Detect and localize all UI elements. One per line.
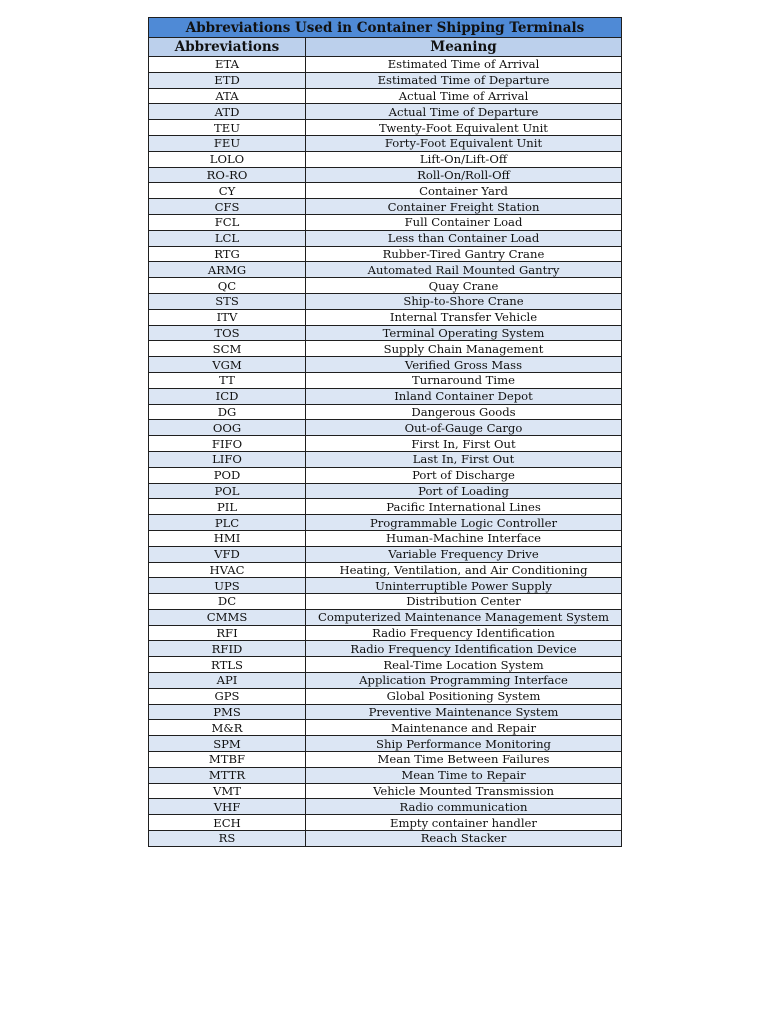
table-row (149, 88, 622, 104)
abbreviation-cell: RFI (149, 625, 306, 641)
table-row (149, 57, 622, 73)
table-title: Abbreviations Used in Container Shipping Terminals (149, 18, 622, 38)
abbreviation-cell: VMT (149, 783, 306, 799)
meaning-cell: Estimated Time of Departure (306, 72, 622, 88)
abbreviation-cell: PLC (149, 515, 306, 531)
abbreviation-cell: STS (149, 293, 306, 309)
abbreviation-cell: HMI (149, 530, 306, 546)
table-row (149, 831, 622, 847)
meaning-cell: Turnaround Time (306, 372, 622, 388)
abbreviations-table-container (148, 17, 621, 847)
abbreviation-cell: CFS (149, 199, 306, 215)
abbreviation-cell: ATA (149, 88, 306, 104)
table-row (149, 372, 622, 388)
table-row (149, 657, 622, 673)
meaning-cell: Maintenance and Repair (306, 720, 622, 736)
abbreviation-cell: RTLS (149, 657, 306, 673)
meaning-cell: Roll-On/Roll-Off (306, 167, 622, 183)
meaning-cell: Variable Frequency Drive (306, 546, 622, 562)
table-row (149, 720, 622, 736)
table-row (149, 578, 622, 594)
meaning-cell: Automated Rail Mounted Gantry (306, 262, 622, 278)
table-row (149, 357, 622, 373)
table-row (149, 388, 622, 404)
meaning-cell: First In, First Out (306, 436, 622, 452)
meaning-cell: Vehicle Mounted Transmission (306, 783, 622, 799)
meaning-cell: Actual Time of Departure (306, 104, 622, 120)
table-row (149, 752, 622, 768)
column-header-meaning: Meaning (306, 38, 622, 57)
abbreviation-cell: API (149, 673, 306, 689)
table-title-row (149, 18, 622, 38)
meaning-cell: Computerized Maintenance Management System (306, 609, 622, 625)
table-row (149, 104, 622, 120)
table-row (149, 704, 622, 720)
abbreviation-cell: CY (149, 183, 306, 199)
table-row (149, 262, 622, 278)
table-row (149, 72, 622, 88)
abbreviation-cell: ICD (149, 388, 306, 404)
meaning-cell: Last In, First Out (306, 451, 622, 467)
table-row (149, 546, 622, 562)
abbreviation-cell: FEU (149, 135, 306, 151)
table-row (149, 562, 622, 578)
table-row (149, 120, 622, 136)
abbreviation-cell: TT (149, 372, 306, 388)
abbreviation-cell: RO-RO (149, 167, 306, 183)
abbreviation-cell: VFD (149, 546, 306, 562)
table-row (149, 151, 622, 167)
meaning-cell: Lift-On/Lift-Off (306, 151, 622, 167)
meaning-cell: Application Programming Interface (306, 673, 622, 689)
abbreviation-cell: TOS (149, 325, 306, 341)
abbreviation-cell: RFID (149, 641, 306, 657)
table-row (149, 673, 622, 689)
meaning-cell: Global Positioning System (306, 688, 622, 704)
table-row (149, 594, 622, 610)
meaning-cell: Programmable Logic Controller (306, 515, 622, 531)
abbreviation-cell: M&R (149, 720, 306, 736)
table-row (149, 736, 622, 752)
meaning-cell: Out-of-Gauge Cargo (306, 420, 622, 436)
meaning-cell: Twenty-Foot Equivalent Unit (306, 120, 622, 136)
meaning-cell: Container Freight Station (306, 199, 622, 215)
meaning-cell: Reach Stacker (306, 831, 622, 847)
table-row (149, 767, 622, 783)
table-row (149, 325, 622, 341)
table-row (149, 293, 622, 309)
table-row (149, 167, 622, 183)
table-row (149, 515, 622, 531)
meaning-cell: Actual Time of Arrival (306, 88, 622, 104)
meaning-cell: Dangerous Goods (306, 404, 622, 420)
meaning-cell: Empty container handler (306, 815, 622, 831)
table-row (149, 641, 622, 657)
abbreviation-cell: MTBF (149, 752, 306, 768)
table-row (149, 278, 622, 294)
abbreviation-cell: FIFO (149, 436, 306, 452)
meaning-cell: Distribution Center (306, 594, 622, 610)
abbreviation-cell: ETD (149, 72, 306, 88)
table-row (149, 625, 622, 641)
abbreviations-table (148, 17, 622, 847)
table-row (149, 467, 622, 483)
table-row (149, 341, 622, 357)
meaning-cell: Radio Frequency Identification (306, 625, 622, 641)
abbreviation-cell: POL (149, 483, 306, 499)
table-row (149, 309, 622, 325)
abbreviation-cell: LCL (149, 230, 306, 246)
table-row (149, 815, 622, 831)
table-body (149, 57, 622, 847)
abbreviation-cell: DC (149, 594, 306, 610)
abbreviation-cell: CMMS (149, 609, 306, 625)
abbreviation-cell: FCL (149, 214, 306, 230)
meaning-cell: Estimated Time of Arrival (306, 57, 622, 73)
abbreviation-cell: ATD (149, 104, 306, 120)
abbreviation-cell: SCM (149, 341, 306, 357)
meaning-cell: Container Yard (306, 183, 622, 199)
abbreviation-cell: PIL (149, 499, 306, 515)
meaning-cell: Port of Loading (306, 483, 622, 499)
abbreviation-cell: ITV (149, 309, 306, 325)
table-row (149, 436, 622, 452)
abbreviation-cell: POD (149, 467, 306, 483)
abbreviation-cell: LOLO (149, 151, 306, 167)
meaning-cell: Supply Chain Management (306, 341, 622, 357)
abbreviation-cell: QC (149, 278, 306, 294)
table-row (149, 483, 622, 499)
meaning-cell: Pacific International Lines (306, 499, 622, 515)
meaning-cell: Less than Container Load (306, 230, 622, 246)
meaning-cell: Real-Time Location System (306, 657, 622, 673)
abbreviation-cell: PMS (149, 704, 306, 720)
meaning-cell: Mean Time Between Failures (306, 752, 622, 768)
abbreviation-cell: OOG (149, 420, 306, 436)
abbreviation-cell: VGM (149, 357, 306, 373)
table-row (149, 609, 622, 625)
table-row (149, 135, 622, 151)
table-row (149, 199, 622, 215)
meaning-cell: Preventive Maintenance System (306, 704, 622, 720)
table-row (149, 230, 622, 246)
abbreviation-cell: ECH (149, 815, 306, 831)
meaning-cell: Port of Discharge (306, 467, 622, 483)
table-header-row (149, 38, 622, 57)
meaning-cell: Mean Time to Repair (306, 767, 622, 783)
meaning-cell: Ship-to-Shore Crane (306, 293, 622, 309)
meaning-cell: Human-Machine Interface (306, 530, 622, 546)
table-row (149, 404, 622, 420)
table-row (149, 183, 622, 199)
abbreviation-cell: SPM (149, 736, 306, 752)
abbreviation-cell: RS (149, 831, 306, 847)
table-row (149, 783, 622, 799)
abbreviation-cell: ETA (149, 57, 306, 73)
table-row (149, 246, 622, 262)
column-header-abbreviations: Abbreviations (149, 38, 306, 57)
meaning-cell: Radio communication (306, 799, 622, 815)
meaning-cell: Uninterruptible Power Supply (306, 578, 622, 594)
meaning-cell: Radio Frequency Identification Device (306, 641, 622, 657)
abbreviation-cell: LIFO (149, 451, 306, 467)
table-row (149, 214, 622, 230)
meaning-cell: Rubber-Tired Gantry Crane (306, 246, 622, 262)
meaning-cell: Forty-Foot Equivalent Unit (306, 135, 622, 151)
meaning-cell: Terminal Operating System (306, 325, 622, 341)
meaning-cell: Inland Container Depot (306, 388, 622, 404)
meaning-cell: Quay Crane (306, 278, 622, 294)
table-row (149, 420, 622, 436)
abbreviation-cell: MTTR (149, 767, 306, 783)
table-row (149, 688, 622, 704)
abbreviation-cell: HVAC (149, 562, 306, 578)
meaning-cell: Ship Performance Monitoring (306, 736, 622, 752)
abbreviation-cell: UPS (149, 578, 306, 594)
table-row (149, 799, 622, 815)
abbreviation-cell: DG (149, 404, 306, 420)
table-row (149, 499, 622, 515)
meaning-cell: Verified Gross Mass (306, 357, 622, 373)
abbreviation-cell: ARMG (149, 262, 306, 278)
meaning-cell: Heating, Ventilation, and Air Conditioning (306, 562, 622, 578)
table-row (149, 451, 622, 467)
abbreviation-cell: VHF (149, 799, 306, 815)
meaning-cell: Full Container Load (306, 214, 622, 230)
abbreviation-cell: TEU (149, 120, 306, 136)
table-row (149, 530, 622, 546)
abbreviation-cell: GPS (149, 688, 306, 704)
meaning-cell: Internal Transfer Vehicle (306, 309, 622, 325)
abbreviation-cell: RTG (149, 246, 306, 262)
